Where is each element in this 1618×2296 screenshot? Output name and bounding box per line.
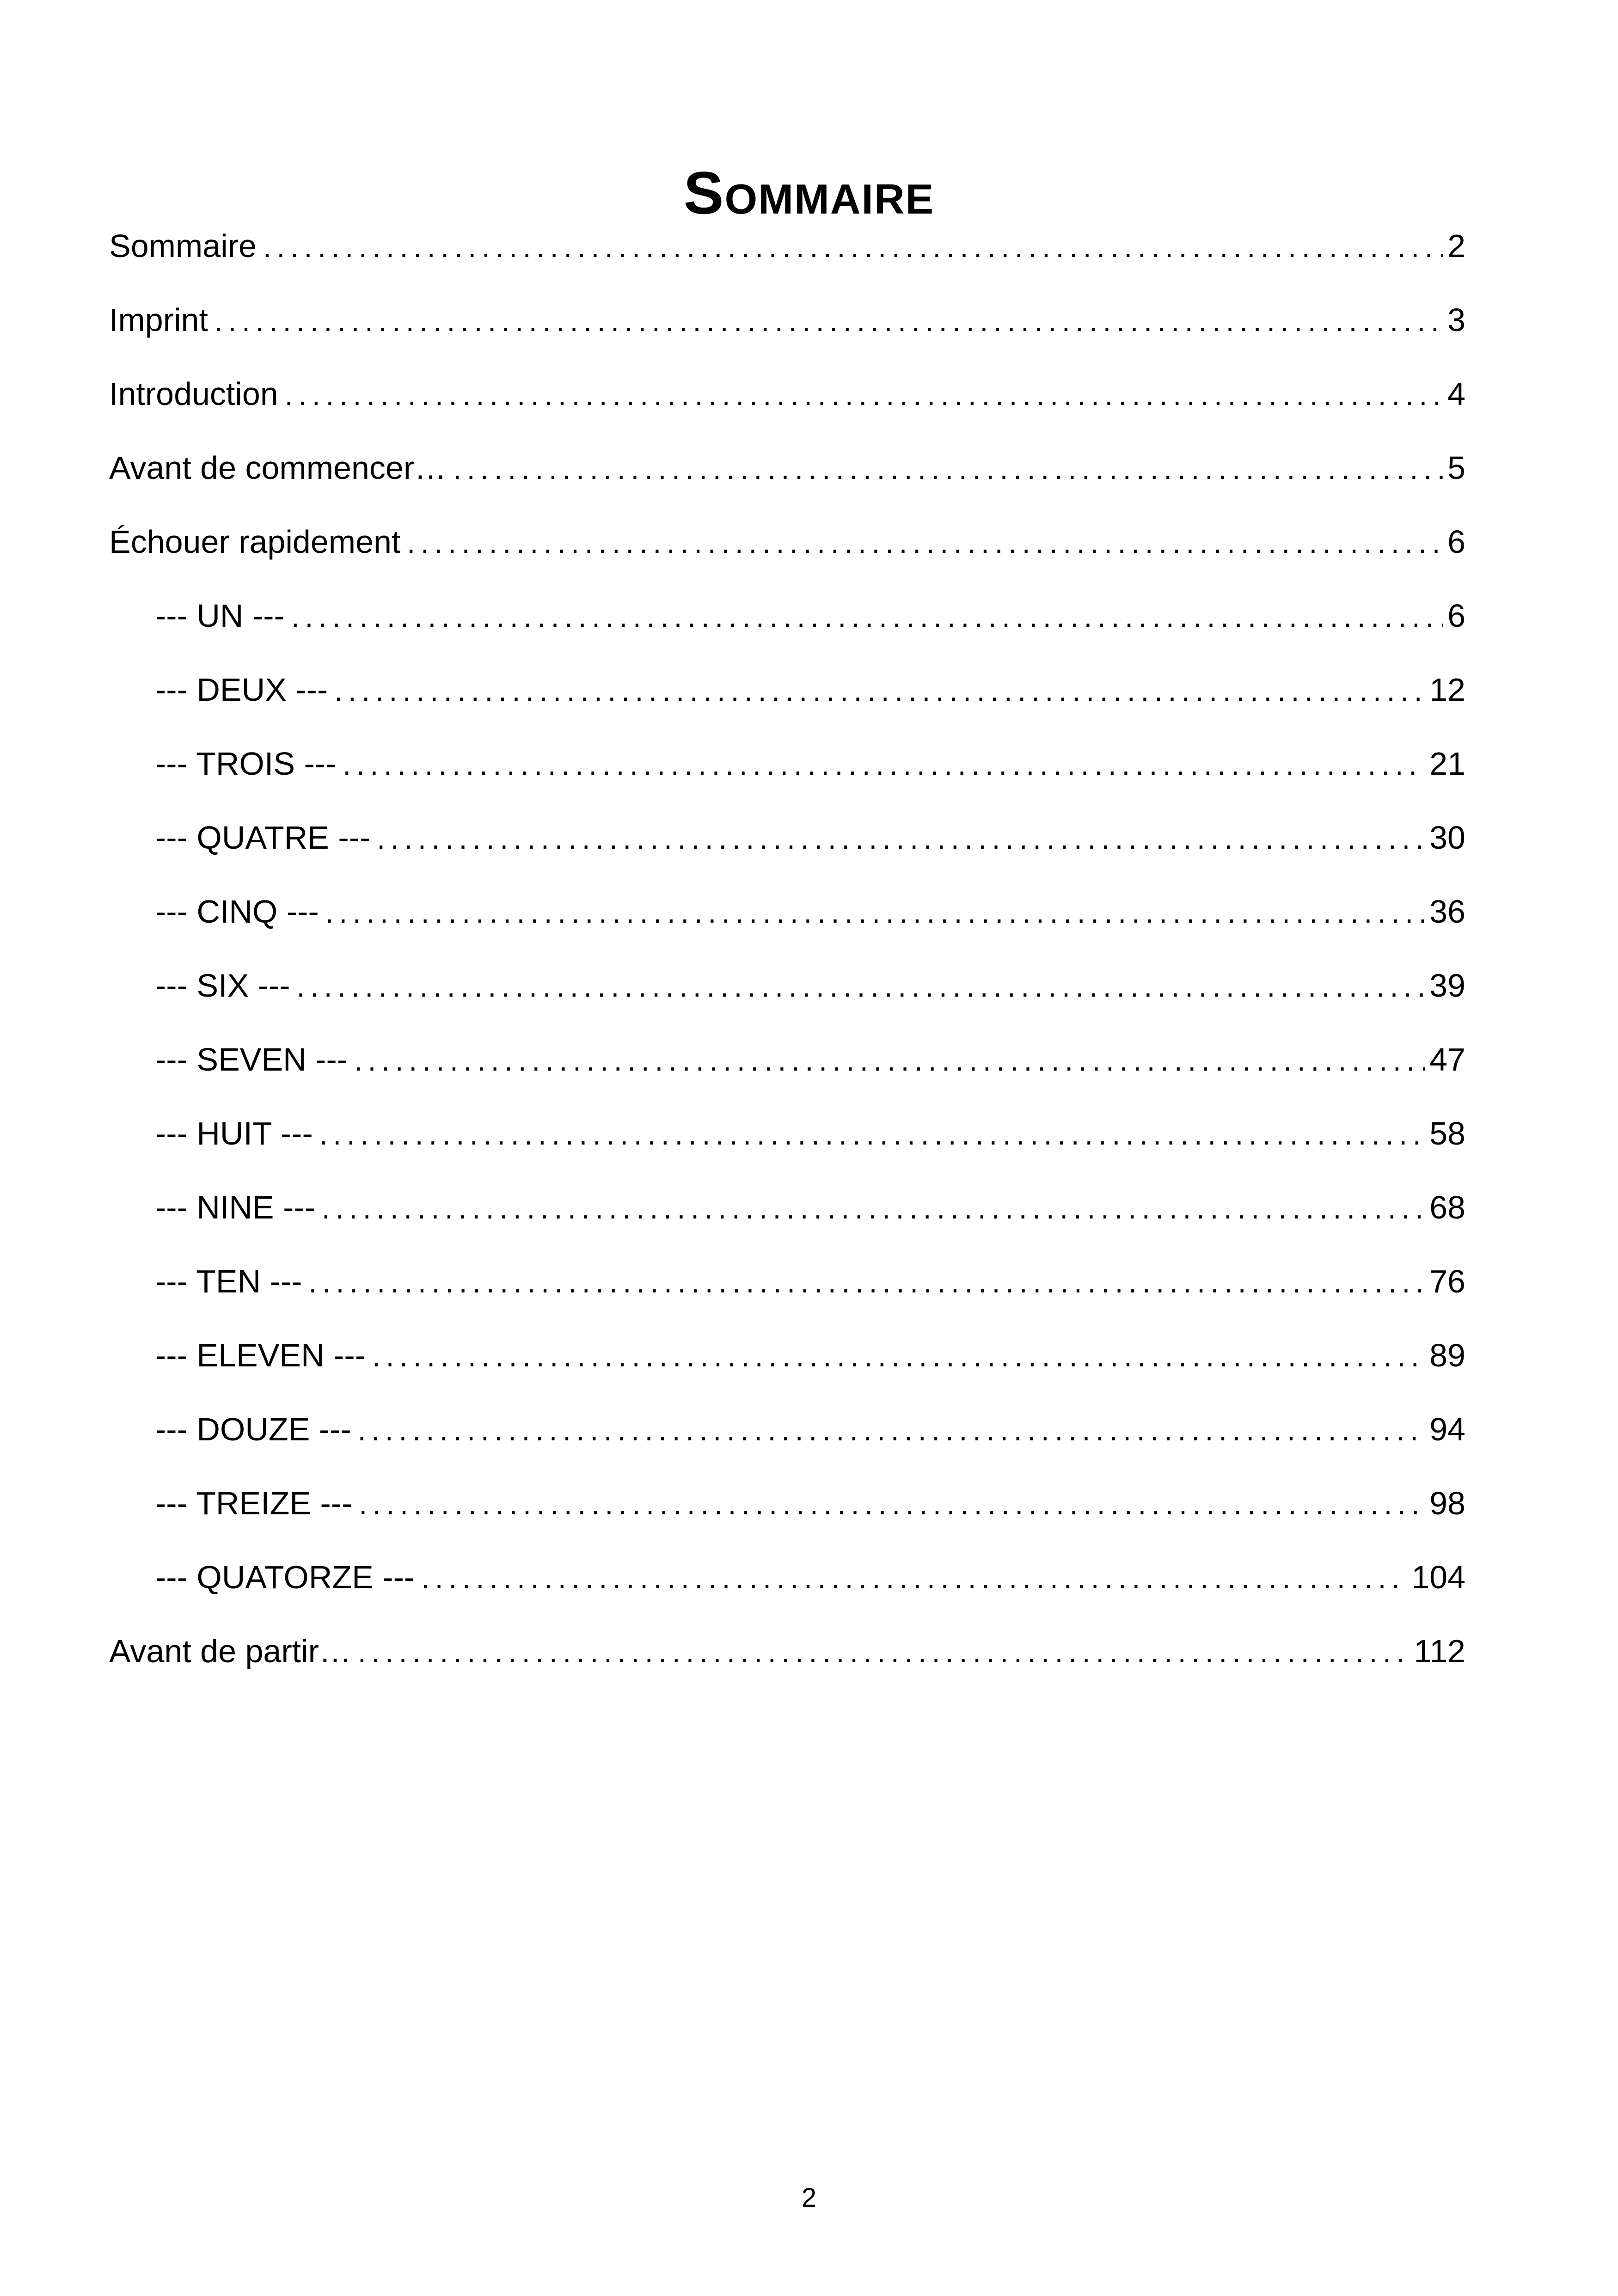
dot-leader: [309, 1245, 1425, 1319]
toc-entry-page: 89: [1429, 1337, 1465, 1373]
toc-entry-page: 94: [1429, 1411, 1465, 1447]
dot-leader: [291, 580, 1443, 654]
toc-entry-label: Avant de commencer…: [109, 450, 447, 486]
toc-entry-page: 6: [1447, 598, 1465, 634]
toc-entry-label: Imprint: [109, 302, 208, 338]
toc-entry[interactable]: [109, 1614, 1465, 1688]
dot-leader: [215, 284, 1443, 358]
page-number: 2: [801, 2183, 817, 2213]
toc-subentry[interactable]: [109, 1540, 1465, 1614]
toc-subentry[interactable]: [109, 653, 1465, 727]
toc-subentry[interactable]: [109, 875, 1465, 949]
toc-entry-label: --- QUATORZE ---: [155, 1559, 415, 1595]
dot-leader: [322, 1171, 1425, 1245]
toc-entry-page: 58: [1429, 1115, 1465, 1151]
toc-subentry[interactable]: [109, 1170, 1465, 1244]
toc-entry-label: Introduction: [109, 376, 278, 412]
toc-entry-page: 4: [1447, 376, 1465, 412]
toc-entry-page: 104: [1411, 1559, 1465, 1595]
toc-entry-page: 76: [1429, 1263, 1465, 1299]
table-of-contents: [109, 209, 1465, 1688]
toc-entry-label: --- CINQ ---: [155, 894, 319, 930]
page-title: Sommaire: [683, 159, 935, 227]
toc-entry-page: 39: [1429, 967, 1465, 1004]
dot-leader: [285, 358, 1443, 432]
toc-entry[interactable]: [109, 505, 1465, 579]
dot-leader: [354, 1023, 1425, 1097]
dot-leader: [377, 802, 1425, 876]
toc-subentry[interactable]: [109, 1022, 1465, 1096]
dot-leader: [372, 1319, 1425, 1393]
toc-entry-label: --- DEUX ---: [155, 672, 328, 708]
toc-subentry[interactable]: [109, 949, 1465, 1022]
toc-entry-label: --- ELEVEN ---: [155, 1337, 366, 1373]
toc-entry-page: 68: [1429, 1189, 1465, 1225]
toc-subentry[interactable]: [109, 1466, 1465, 1540]
toc-entry-label: --- SEVEN ---: [155, 1041, 348, 1078]
dot-leader: [453, 432, 1443, 506]
toc-entry-label: --- DOUZE ---: [155, 1411, 351, 1447]
toc-entry[interactable]: [109, 357, 1465, 431]
toc-entry-page: 2: [1447, 228, 1465, 264]
toc-entry-label: Sommaire: [109, 228, 257, 264]
toc-entry-page: 47: [1429, 1041, 1465, 1078]
toc-entry-page: 3: [1447, 302, 1465, 338]
toc-entry[interactable]: [109, 209, 1465, 283]
toc-entry-label: --- HUIT ---: [155, 1115, 313, 1151]
toc-entry-page: 12: [1429, 672, 1465, 708]
toc-subentry[interactable]: [109, 579, 1465, 653]
dot-leader: [358, 1615, 1409, 1689]
toc-entry-label: Avant de partir…: [109, 1633, 351, 1669]
toc-entry-label: --- SIX ---: [155, 967, 290, 1004]
toc-entry-label: --- NINE ---: [155, 1189, 316, 1225]
toc-entry-page: 36: [1429, 894, 1465, 930]
dot-leader: [334, 654, 1425, 728]
dot-leader: [421, 1541, 1407, 1615]
toc-entry-page: 21: [1429, 746, 1465, 782]
toc-subentry[interactable]: [109, 1096, 1465, 1170]
toc-entry-page: 112: [1414, 1633, 1465, 1669]
dot-leader: [343, 728, 1425, 802]
dot-leader: [359, 1467, 1425, 1541]
toc-entry-label: --- TROIS ---: [155, 746, 337, 782]
dot-leader: [319, 1097, 1425, 1171]
toc-entry[interactable]: [109, 431, 1465, 505]
toc-subentry[interactable]: [109, 727, 1465, 801]
toc-entry-page: 6: [1447, 524, 1465, 560]
toc-entry-page: 30: [1429, 820, 1465, 856]
dot-leader: [263, 210, 1443, 284]
dot-leader: [407, 506, 1443, 580]
toc-entry-label: Échouer rapidement: [109, 524, 401, 560]
toc-subentry[interactable]: [109, 1318, 1465, 1392]
dot-leader: [325, 876, 1425, 949]
dot-leader: [358, 1393, 1425, 1467]
toc-subentry[interactable]: [109, 1392, 1465, 1466]
dot-leader: [297, 949, 1425, 1023]
toc-entry-label: --- TREIZE ---: [155, 1485, 353, 1521]
toc-subentry[interactable]: [109, 801, 1465, 875]
toc-entry-label: --- TEN ---: [155, 1263, 302, 1299]
toc-entry[interactable]: [109, 283, 1465, 357]
toc-entry-label: --- QUATRE ---: [155, 820, 371, 856]
toc-entry-label: --- UN ---: [155, 598, 285, 634]
toc-entry-page: 5: [1447, 450, 1465, 486]
toc-entry-page: 98: [1429, 1485, 1465, 1521]
toc-subentry[interactable]: [109, 1244, 1465, 1318]
